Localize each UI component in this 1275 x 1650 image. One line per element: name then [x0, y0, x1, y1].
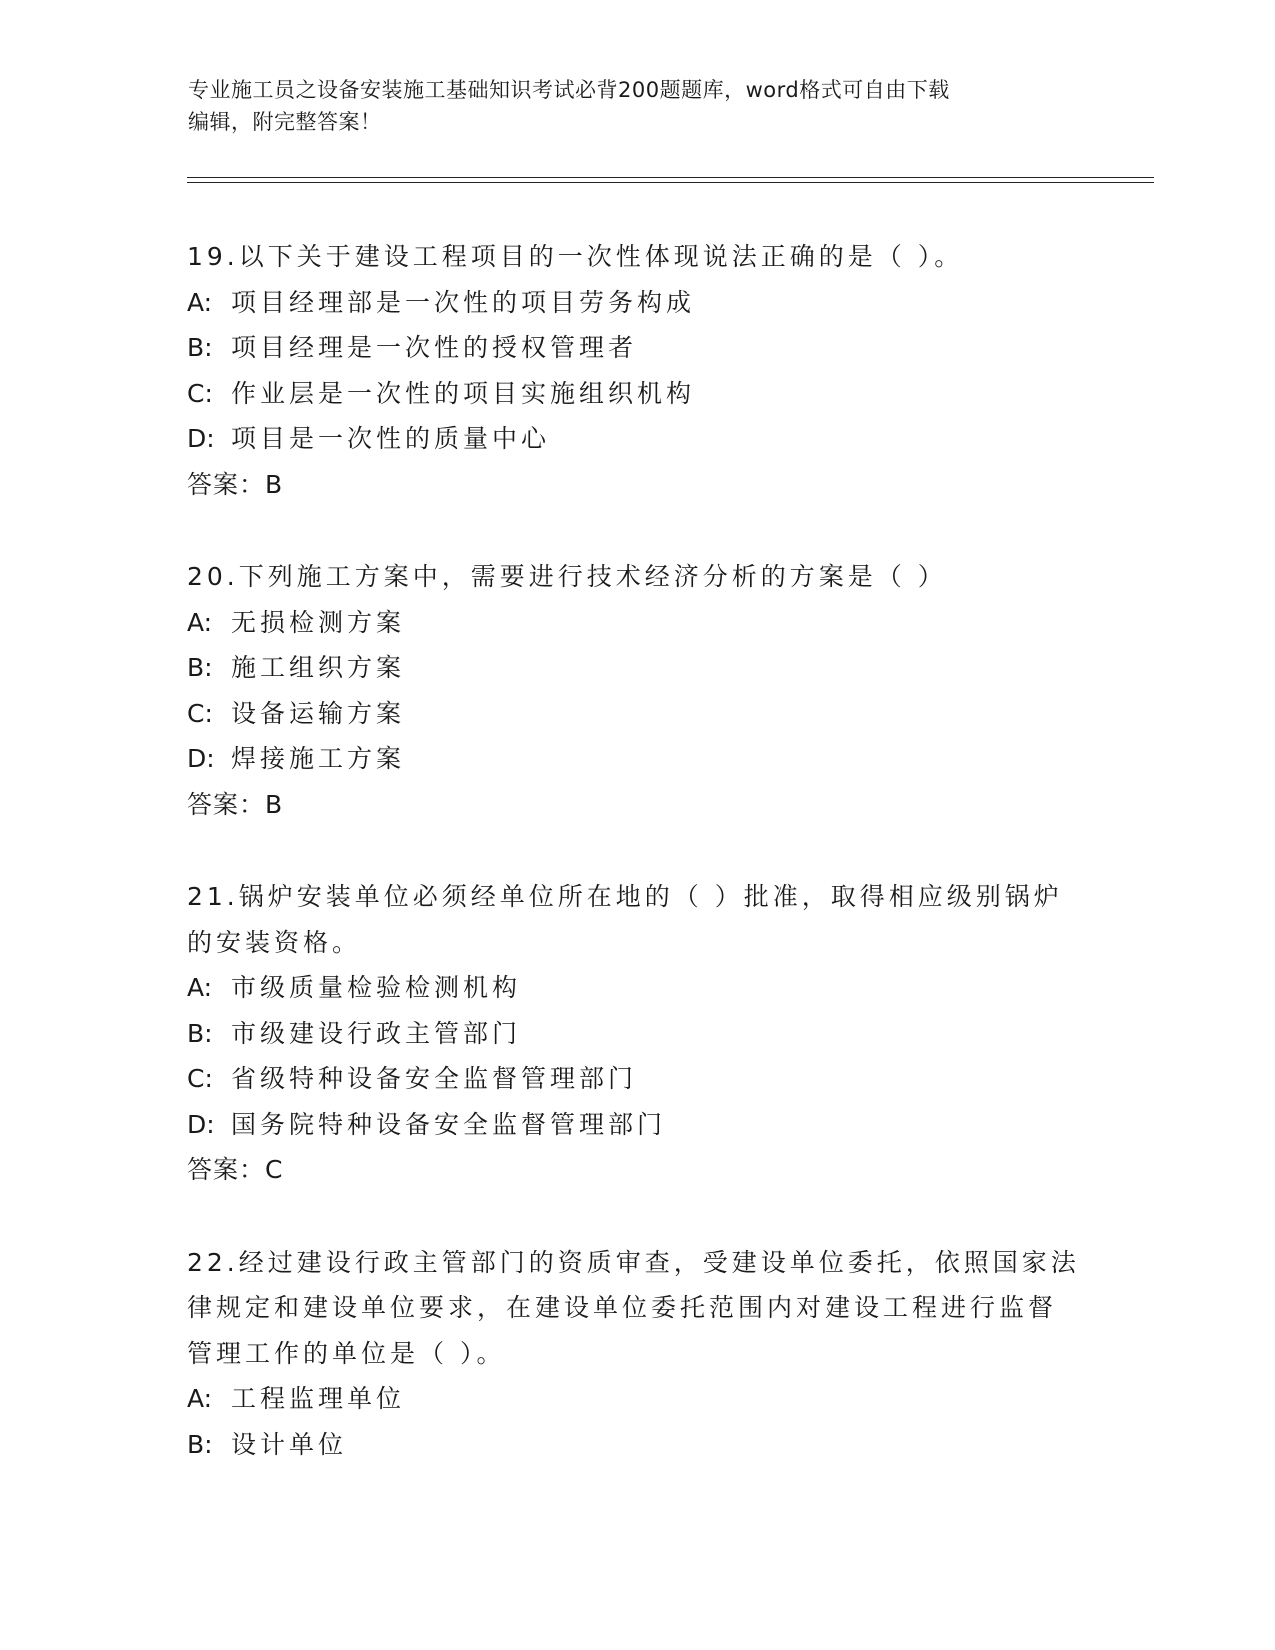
header-divider-bottom [187, 182, 1154, 183]
option-letter: C: [187, 1064, 213, 1093]
question-list [187, 234, 1087, 1514]
option-letter: D: [187, 1109, 215, 1139]
option-text: 设计单位 [231, 1429, 348, 1459]
option-text: 项目经理部是一次性的项目劳务构成 [231, 287, 696, 317]
option-text: 省级特种设备安全监督管理部门 [231, 1064, 638, 1093]
option-a [187, 965, 1087, 1011]
option-letter: A: [187, 973, 213, 1002]
header-title-line-1: 专业施工员之设备安装施工基础知识考试必背200题题库，word格式可自由下载 [188, 78, 950, 102]
option-c [187, 371, 1087, 417]
option-text: 焊接施工方案 [231, 744, 406, 773]
option-letter: B: [187, 1018, 213, 1048]
option-letter: C: [187, 698, 213, 728]
option-c [187, 1056, 1087, 1102]
option-letter: A: [187, 1384, 213, 1413]
option-d [187, 736, 1087, 782]
question-stem: 的安装资格。 [187, 927, 362, 957]
option-text: 工程监理单位 [231, 1384, 406, 1413]
option-b [187, 325, 1087, 371]
answer-line: 答案：B [187, 469, 284, 499]
question-stem: 管理工作的单位是（ ）。 [187, 1338, 506, 1368]
option-text: 国务院特种设备安全监督管理部门 [231, 1109, 667, 1139]
option-a [187, 600, 1087, 646]
option-text: 作业层是一次性的项目实施组织机构 [231, 378, 696, 408]
option-text: 市级建设行政主管部门 [231, 1018, 522, 1048]
option-text: 市级质量检验检测机构 [231, 973, 522, 1002]
question-21 [187, 874, 1087, 1193]
question-stem: 22.经过建设行政主管部门的资质审查，受建设单位委托，依照国家法 [187, 1247, 1080, 1277]
question-stem: 律规定和建设单位要求，在建设单位委托范围内对建设工程进行监督 [187, 1293, 1058, 1322]
option-a [187, 280, 1087, 326]
header-divider-top [187, 177, 1154, 178]
option-b [187, 1011, 1087, 1057]
question-20 [187, 554, 1087, 827]
page-header [188, 74, 1088, 138]
question-19 [187, 234, 1087, 507]
option-b [187, 1422, 1087, 1468]
question-stem: 19.以下关于建设工程项目的一次性体现说法正确的是（ ）。 [187, 242, 964, 271]
answer-line: 答案：B [187, 789, 284, 819]
option-d [187, 416, 1087, 462]
option-letter: B: [187, 1429, 213, 1459]
option-a [187, 1376, 1087, 1422]
option-letter: B: [187, 653, 213, 682]
option-c [187, 691, 1087, 737]
header-title-line-2: 编辑，附完整答案！ [188, 110, 382, 134]
option-b [187, 645, 1087, 691]
question-22 [187, 1240, 1087, 1468]
option-letter: D: [187, 744, 215, 773]
option-letter: B: [187, 333, 213, 362]
option-text: 施工组织方案 [231, 653, 406, 682]
option-d [187, 1102, 1087, 1148]
option-text: 无损检测方案 [231, 607, 406, 637]
option-text: 设备运输方案 [231, 698, 406, 728]
option-text: 项目经理是一次性的授权管理者 [231, 333, 638, 362]
option-letter: A: [187, 607, 213, 637]
question-stem: 21.锅炉安装单位必须经单位所在地的（ ）批准，取得相应级别锅炉 [187, 882, 1063, 911]
option-letter: C: [187, 378, 213, 408]
option-letter: D: [187, 424, 215, 453]
question-stem: 20.下列施工方案中，需要进行技术经济分析的方案是（ ） [187, 562, 947, 591]
option-text: 项目是一次性的质量中心 [231, 424, 551, 453]
answer-line: 答案：C [187, 1155, 284, 1184]
option-letter: A: [187, 287, 213, 317]
